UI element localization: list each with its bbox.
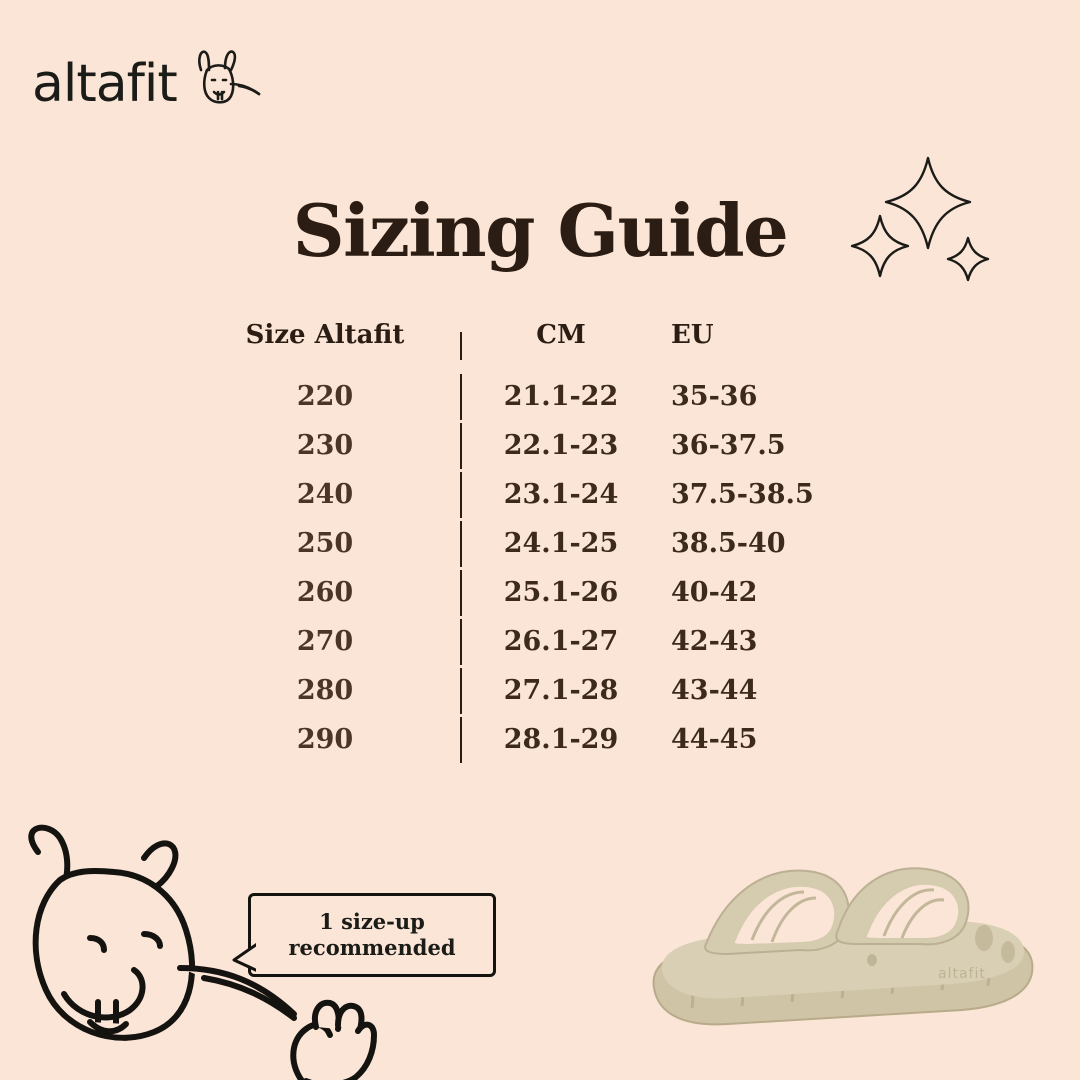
- column-header-eu: EU: [671, 320, 714, 350]
- size-table-grid: [190, 320, 910, 764]
- table-row: 25.1-26: [503, 577, 619, 608]
- brand-wordmark: altafit: [32, 54, 177, 114]
- callout-line-1: 1 size-up: [319, 908, 425, 934]
- table-row: 260: [296, 577, 354, 608]
- table-row: 22.1-23: [503, 430, 619, 461]
- table-row: 290: [296, 724, 354, 755]
- callout-line-2: recommended: [288, 935, 456, 960]
- table-row: 26.1-27: [503, 626, 619, 657]
- table-row: 21.1-22: [503, 381, 619, 412]
- table-row: 27.1-28: [503, 675, 619, 706]
- table-row: 44-45: [671, 724, 758, 755]
- page-title: Sizing Guide: [292, 188, 788, 273]
- table-row: 230: [296, 430, 354, 461]
- column-header-cm: CM: [536, 320, 586, 350]
- table-row: 42-43: [671, 626, 758, 657]
- table-row: 35-36: [671, 381, 758, 412]
- brand-logo: [32, 40, 265, 124]
- sparkles-icon: [850, 150, 1010, 310]
- table-row: 24.1-25: [503, 528, 619, 559]
- table-row: 43-44: [671, 675, 758, 706]
- table-row: 280: [296, 675, 354, 706]
- table-row: 36-37.5: [671, 430, 786, 461]
- llama-head-line-icon: [181, 40, 265, 124]
- table-row: 240: [296, 479, 354, 510]
- table-row: 28.1-29: [503, 724, 619, 755]
- table-row: 23.1-24: [503, 479, 619, 510]
- waving-hand-icon: [272, 981, 382, 1080]
- column-header-size: Size Altafit: [245, 320, 405, 350]
- sandal-brand-text: altafit: [938, 966, 986, 982]
- table-row: 37.5-38.5: [671, 479, 814, 510]
- table-row: 270: [296, 626, 354, 657]
- table-row: 250: [296, 528, 354, 559]
- table-row: 40-42: [671, 577, 758, 608]
- table-row: 220: [296, 381, 354, 412]
- slide-sandal-icon: [632, 792, 1052, 1042]
- table-row: 38.5-40: [671, 528, 786, 559]
- size-table: [190, 320, 910, 764]
